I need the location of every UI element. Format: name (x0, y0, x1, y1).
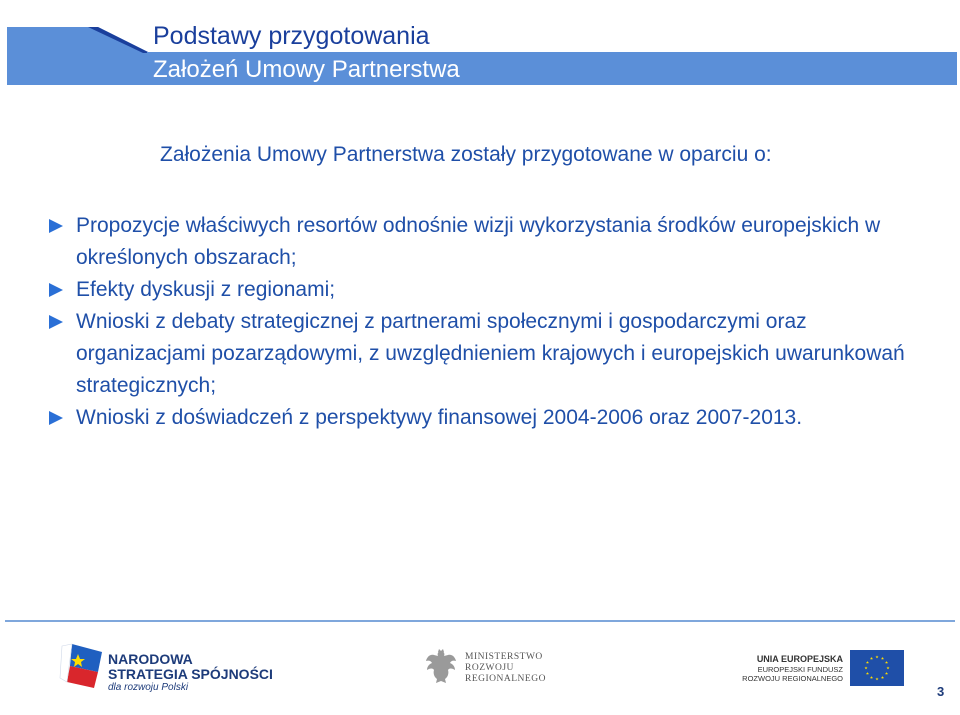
ministry-line3: REGIONALNEGO (465, 674, 546, 684)
polish-eagle-emblem (424, 648, 458, 686)
nss-logo-line2: STRATEGIA SPÓJNOŚCI (108, 666, 273, 682)
page-number: 3 (937, 684, 945, 699)
list-item (48, 210, 928, 274)
ministry-line1: MINISTERSTWO (465, 652, 543, 662)
ministry-logo-text (465, 652, 546, 685)
ministry-line2: ROZWOJU (465, 663, 514, 673)
list-item (48, 306, 928, 402)
nss-logo-line3: dla rozwoju Polski (108, 682, 189, 693)
list-item (48, 402, 928, 434)
bullet-text: Wnioski z debaty strategicznej z partnerami społecznymi i gospodarczymi oraz organizacjami pozarządowymi, z uwzględnieniem krajowych i europejskich uwarunkowań strategicznych; (76, 310, 905, 397)
triangle-right-icon (48, 282, 64, 298)
nss-logo-line1: NARODOWA (108, 651, 193, 667)
footer-divider (5, 620, 955, 622)
triangle-right-icon (48, 314, 64, 330)
eu-logo-line3: ROZWOJU REGIONALNEGO (742, 674, 843, 683)
bullet-list (48, 210, 928, 434)
header-left-bar (7, 27, 93, 85)
triangle-right-icon (48, 218, 64, 234)
intro-text: Założenia Umowy Partnerstwa zostały przygotowane w oparciu o: (160, 143, 772, 166)
nss-flag-logo (58, 642, 102, 692)
eu-logo-line2: EUROPEJSKI FUNDUSZ (757, 665, 843, 674)
eu-flag (850, 650, 904, 686)
triangle-right-icon (48, 410, 64, 426)
bullet-text: Propozycje właściwych resortów odnośnie wizji wykorzystania środków europejskich w określonych obszarach; (76, 214, 881, 269)
eu-logo-line1: UNIA EUROPEJSKA (756, 654, 843, 664)
bullet-text: Wnioski z doświadczeń z perspektywy finansowej 2004-2006 oraz 2007-2013. (76, 406, 803, 429)
page-title: Podstawy przygotowania (153, 22, 430, 50)
list-item (48, 274, 928, 306)
bullet-text: Efekty dyskusji z regionami; (76, 278, 336, 301)
page-subtitle: Założeń Umowy Partnerstwa (153, 56, 460, 83)
